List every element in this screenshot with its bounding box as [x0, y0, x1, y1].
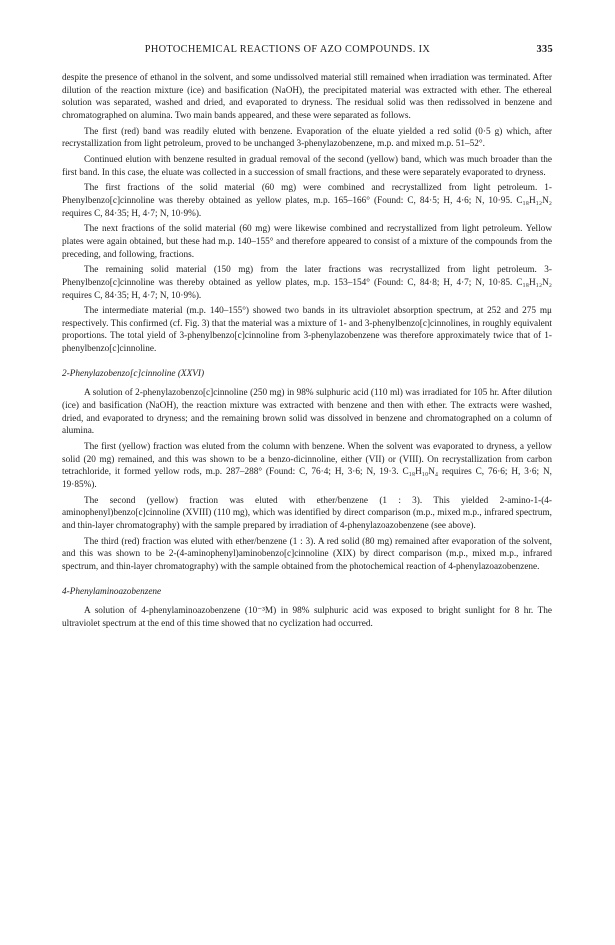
paragraph: Continued elution with benzene resulted in gradual removal of the second (yellow) band, which was much broader than the first band. In this case, the eluate was collected in a succession of small fractions, and these were separately evaporated to dryness. — [62, 154, 552, 178]
paragraph: The next fractions of the solid material (60 mg) were likewise combined and recrystallized from light petroleum. Yellow plates were again obtained, but these had m.p. 140–155° and therefore appeared to consist of a mixture of the compounds from the preceding, and following, fractions. — [62, 224, 552, 260]
paragraph: The second (yellow) fraction was eluted with ether/benzene (1 : 3). This yielded 2-amino-1-(4-aminophenyl)benzo[c]cinnoline (XVIII) (110 mg), which was identified by direct comparison (m.p., mixed m.p., infrared spectrum, and thin-layer chromatography) with the sample prepared by irradiation of 4-phenylazoazobenzene (see above). — [62, 495, 552, 531]
section-heading: 2-Phenylazobenzo[c]cinnoline (XXVI) — [62, 368, 205, 379]
body-text — [62, 72, 552, 634]
paragraph: The first (yellow) fraction was eluted from the column with benzene. When the solvent was evaporated to dryness, a yellow solid (20 mg) remained, and this was shown to be a benzo-dicinnoline, either (VII) or (VIII). On recrystallization from carbon tetrachloride, it formed yellow rods, m.p. 287–288° (Found: C, 76·4; H, 3·6; N, 19·3. C₁₈H₁₀N₄ requires C, 76·6; H, 3·6; N, 19·85%). — [62, 442, 552, 491]
page-number: 335 — [536, 44, 553, 55]
paragraph: A solution of 4-phenylaminoazobenzene (10⁻³M) in 98% sulphuric acid was exposed to bright sunlight for 8 hr. The ultraviolet spectrum at the end of this time showed that no cyclization had occurred. — [62, 606, 552, 629]
section-heading: 4-Phenylaminoazobenzene — [62, 586, 162, 597]
paragraph: The remaining solid material (150 mg) from the later fractions was recrystallized from light petroleum. 3-Phenylbenzo[c]cinnoline was thereby obtained as yellow plates, m.p. 153–154° (Found: C, 84·8; H, 4·7; N, 10·85. C₁₈H₁₂N₂ requires C, 84·35; H, 4·7; N, 10·9%). — [62, 265, 552, 301]
paragraph: The first fractions of the solid material (60 mg) were combined and recrystallized from light petroleum. 1-Phenylbenzo[c]cinnoline was thereby obtained as yellow plates, m.p. 165–166° (Found: C, 84·5; H, 4·6; N, 10·95. C₁₈H₁₂N₂ requires C, 84·35; H, 4·7; N, 10·9%). — [62, 183, 552, 219]
running-header — [62, 44, 553, 58]
paragraph: A solution of 2-phenylazobenzo[c]cinnoline (250 mg) in 98% sulphuric acid (110 ml) was irradiated for 105 hr. After dilution (ice) and basification (NaOH), the reaction mixture was extracted with benzene and then with ether. The extracts were washed, dried, and evaporated to dryness; and the remaining brown solid was dissolved in benzene and chromatographed on a column of alumina. — [62, 388, 552, 437]
running-title: PHOTOCHEMICAL REACTIONS OF AZO COMPOUNDS. IX — [144, 44, 431, 55]
paragraph: The third (red) fraction was eluted with ether/benzene (1 : 3). A red solid (80 mg) remained after evaporation of the solvent, and this was shown to be 2-(4-aminophenyl)aminobenzo[c]cinnoline (XIX) by direct comparison (m.p., mixed m.p., infrared spectrum, and thin-layer chromatography) with the sample obtained from the photochemical reaction of 4-phenylazoazobenzene. — [62, 536, 552, 572]
paragraph: The intermediate material (m.p. 140–155°) showed two bands in its ultraviolet absorption spectrum, at 252 and 275 mμ respectively. This confirmed (cf. Fig. 3) that the material was a mixture of 1- and 3-phenylbenzo[c]cinnolines, in roughly equivalent proportions. The total yield of 3-phenylbenzo[c]cinnoline from 3-phenylazobenzene was therefore approximately twice that of 1-phenylbenzo[c]cinnoline. — [62, 306, 552, 355]
paragraph: The first (red) band was readily eluted with benzene. Evaporation of the eluate yielded a red solid (0·5 g) which, after recrystallization from light petroleum, proved to be unchanged 3-phenylazobenzene, m.p. and mixed m.p. 51–52°. — [62, 126, 552, 150]
paragraph: despite the presence of ethanol in the solvent, and some undissolved material still remained when irradiation was terminated. After dilution of the reaction mixture (ice) and basification (NaOH), the precipitated material was extracted with ether. The ethereal solution was separated, washed and dried, and evaporated to dryness. The residual solid was then redissolved in benzene and chromatographed on alumina. Two main bands appeared, and these were separated as follows. — [62, 73, 552, 121]
